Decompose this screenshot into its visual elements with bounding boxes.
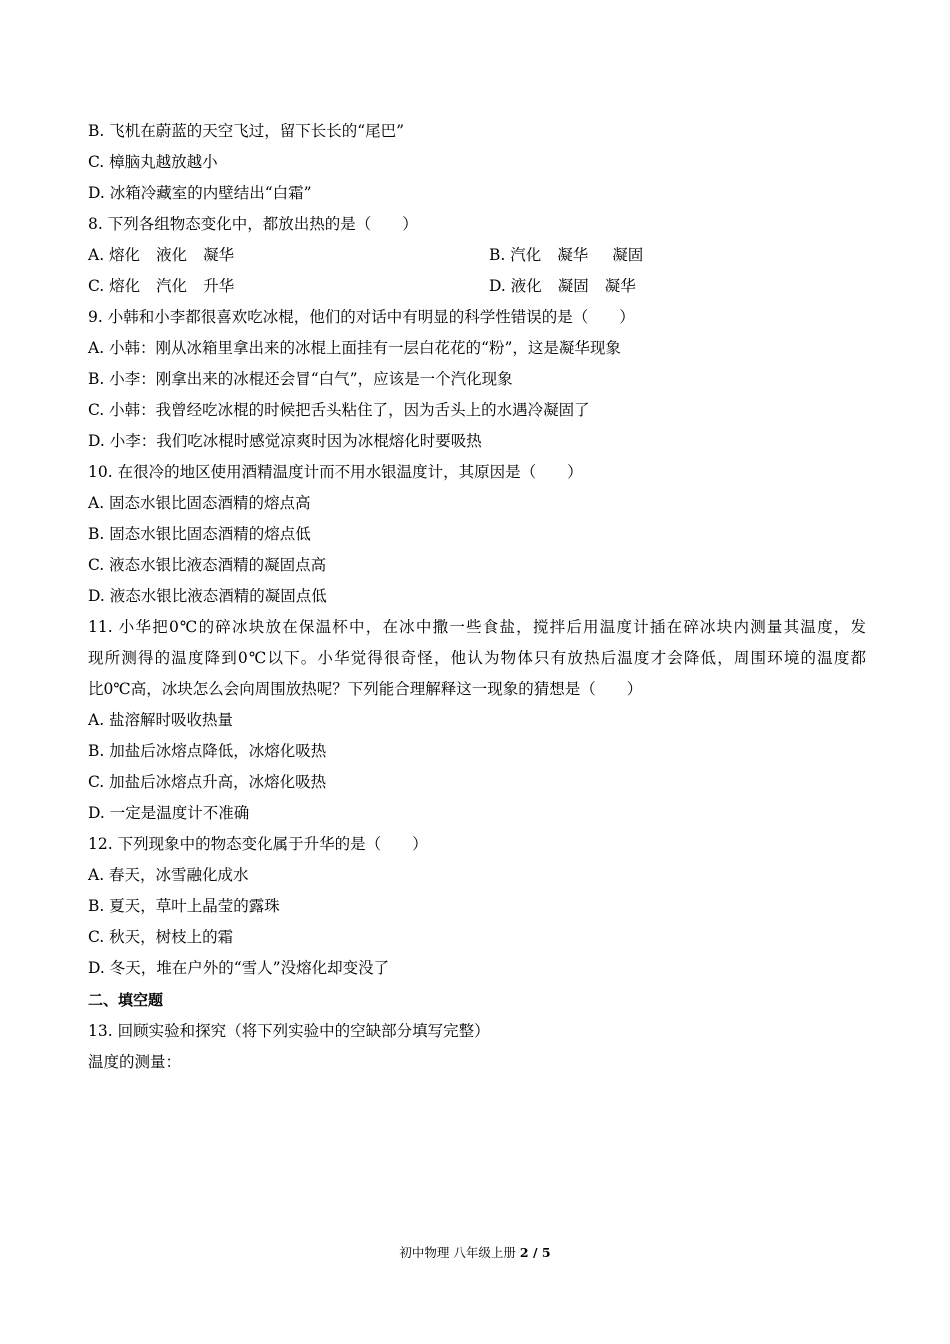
- question-10: 10. 在很冷的地区使用酒精温度计而不用水银温度计，其原因是（ ）: [88, 463, 583, 481]
- option-8c: [88, 276, 234, 296]
- question-13: 13. 回顾实验和探究（将下列实验中的空缺部分填写完整）: [88, 1022, 490, 1040]
- option-8a-3: 凝华: [203, 246, 235, 264]
- page-number: 2 / 5: [519, 1245, 551, 1260]
- option-8a-2: 液化: [156, 246, 188, 264]
- option-8b-1: B. 汽化: [489, 246, 542, 264]
- question-11-line-1: 11. 小华把0℃的碎冰块放在保温杯中，在冰中撒一些食盐，搅拌后用温度计插在碎冰块内测量其温度，发: [88, 618, 866, 636]
- option-8b-2: 凝华: [557, 246, 589, 264]
- question-8: 8. 下列各组物态变化中，都放出热的是（ ）: [88, 215, 418, 233]
- option-8d-2: 凝固: [557, 277, 589, 295]
- option-11b: B. 加盐后冰熔点降低，冰熔化吸热: [88, 742, 327, 760]
- option-9c: C. 小韩：我曾经吃冰棍的时候把舌头粘住了，因为舌头上的水遇冷凝固了: [88, 401, 590, 419]
- option-9d: D. 小李：我们吃冰棍时感觉凉爽时因为冰棍熔化时要吸热: [88, 432, 482, 450]
- option-9b: B. 小李：刚拿出来的冰棍还会冒“白气”，应该是一个汽化现象: [88, 370, 513, 388]
- question-9: 9. 小韩和小李都很喜欢吃冰棍，他们的对话中有明显的科学性错误的是（ ）: [88, 308, 635, 326]
- question-12: 12. 下列现象中的物态变化属于升华的是（ ）: [88, 835, 428, 853]
- option-8d-3: 凝华: [604, 277, 636, 295]
- section-heading-fill-in: 二、填空题: [88, 991, 164, 1009]
- option-7b: B. 飞机在蔚蓝的天空飞过，留下长长的“尾巴”: [88, 122, 405, 140]
- option-11d: D. 一定是温度计不准确: [88, 804, 250, 822]
- question-11-line-2: 现所测得的温度降到0℃以下。小华觉得很奇怪，他认为物体只有放热后温度才会降低，周围环境的温度都: [88, 649, 866, 667]
- option-8b-3: 凝固: [612, 246, 644, 264]
- option-12d: D. 冬天，堆在户外的“雪人”没熔化却变没了: [88, 959, 390, 977]
- option-8c-2: 汽化: [156, 277, 188, 295]
- option-8c-1: C. 熔化: [88, 277, 141, 295]
- option-10d: D. 液态水银比液态酒精的凝固点低: [88, 587, 327, 605]
- option-11c: C. 加盐后冰熔点升高，冰熔化吸热: [88, 773, 327, 791]
- option-9a: A. 小韩：刚从冰箱里拿出来的冰棍上面挂有一层白花花的“粉”，这是凝华现象: [88, 339, 621, 357]
- option-8d: [489, 276, 636, 296]
- temperature-measurement-label: 温度的测量：: [88, 1053, 182, 1071]
- option-12c: C. 秋天，树枝上的霜: [88, 928, 234, 946]
- option-8b: [489, 245, 643, 265]
- question-11-line-3: 比0℃高，冰块怎么会向周围放热呢？下列能合理解释这一现象的猜想是（ ）: [88, 680, 643, 698]
- page-footer: [0, 1243, 950, 1261]
- option-10c: C. 液态水银比液态酒精的凝固点高: [88, 556, 327, 574]
- footer-text: 初中物理 八年级上册: [399, 1245, 516, 1260]
- option-8a-1: A. 熔化: [88, 246, 141, 264]
- option-10b: B. 固态水银比固态酒精的熔点低: [88, 525, 311, 543]
- option-12a: A. 春天，冰雪融化成水: [88, 866, 249, 884]
- option-7c: C. 樟脑丸越放越小: [88, 153, 218, 171]
- option-8d-1: D. 液化: [489, 277, 542, 295]
- option-11a: A. 盐溶解时吸收热量: [88, 711, 234, 729]
- option-8a: [88, 245, 234, 265]
- option-10a: A. 固态水银比固态酒精的熔点高: [88, 494, 311, 512]
- option-7d: D. 冰箱冷藏室的内壁结出“白霜”: [88, 184, 312, 202]
- option-8c-3: 升华: [203, 277, 235, 295]
- option-12b: B. 夏天，草叶上晶莹的露珠: [88, 897, 280, 915]
